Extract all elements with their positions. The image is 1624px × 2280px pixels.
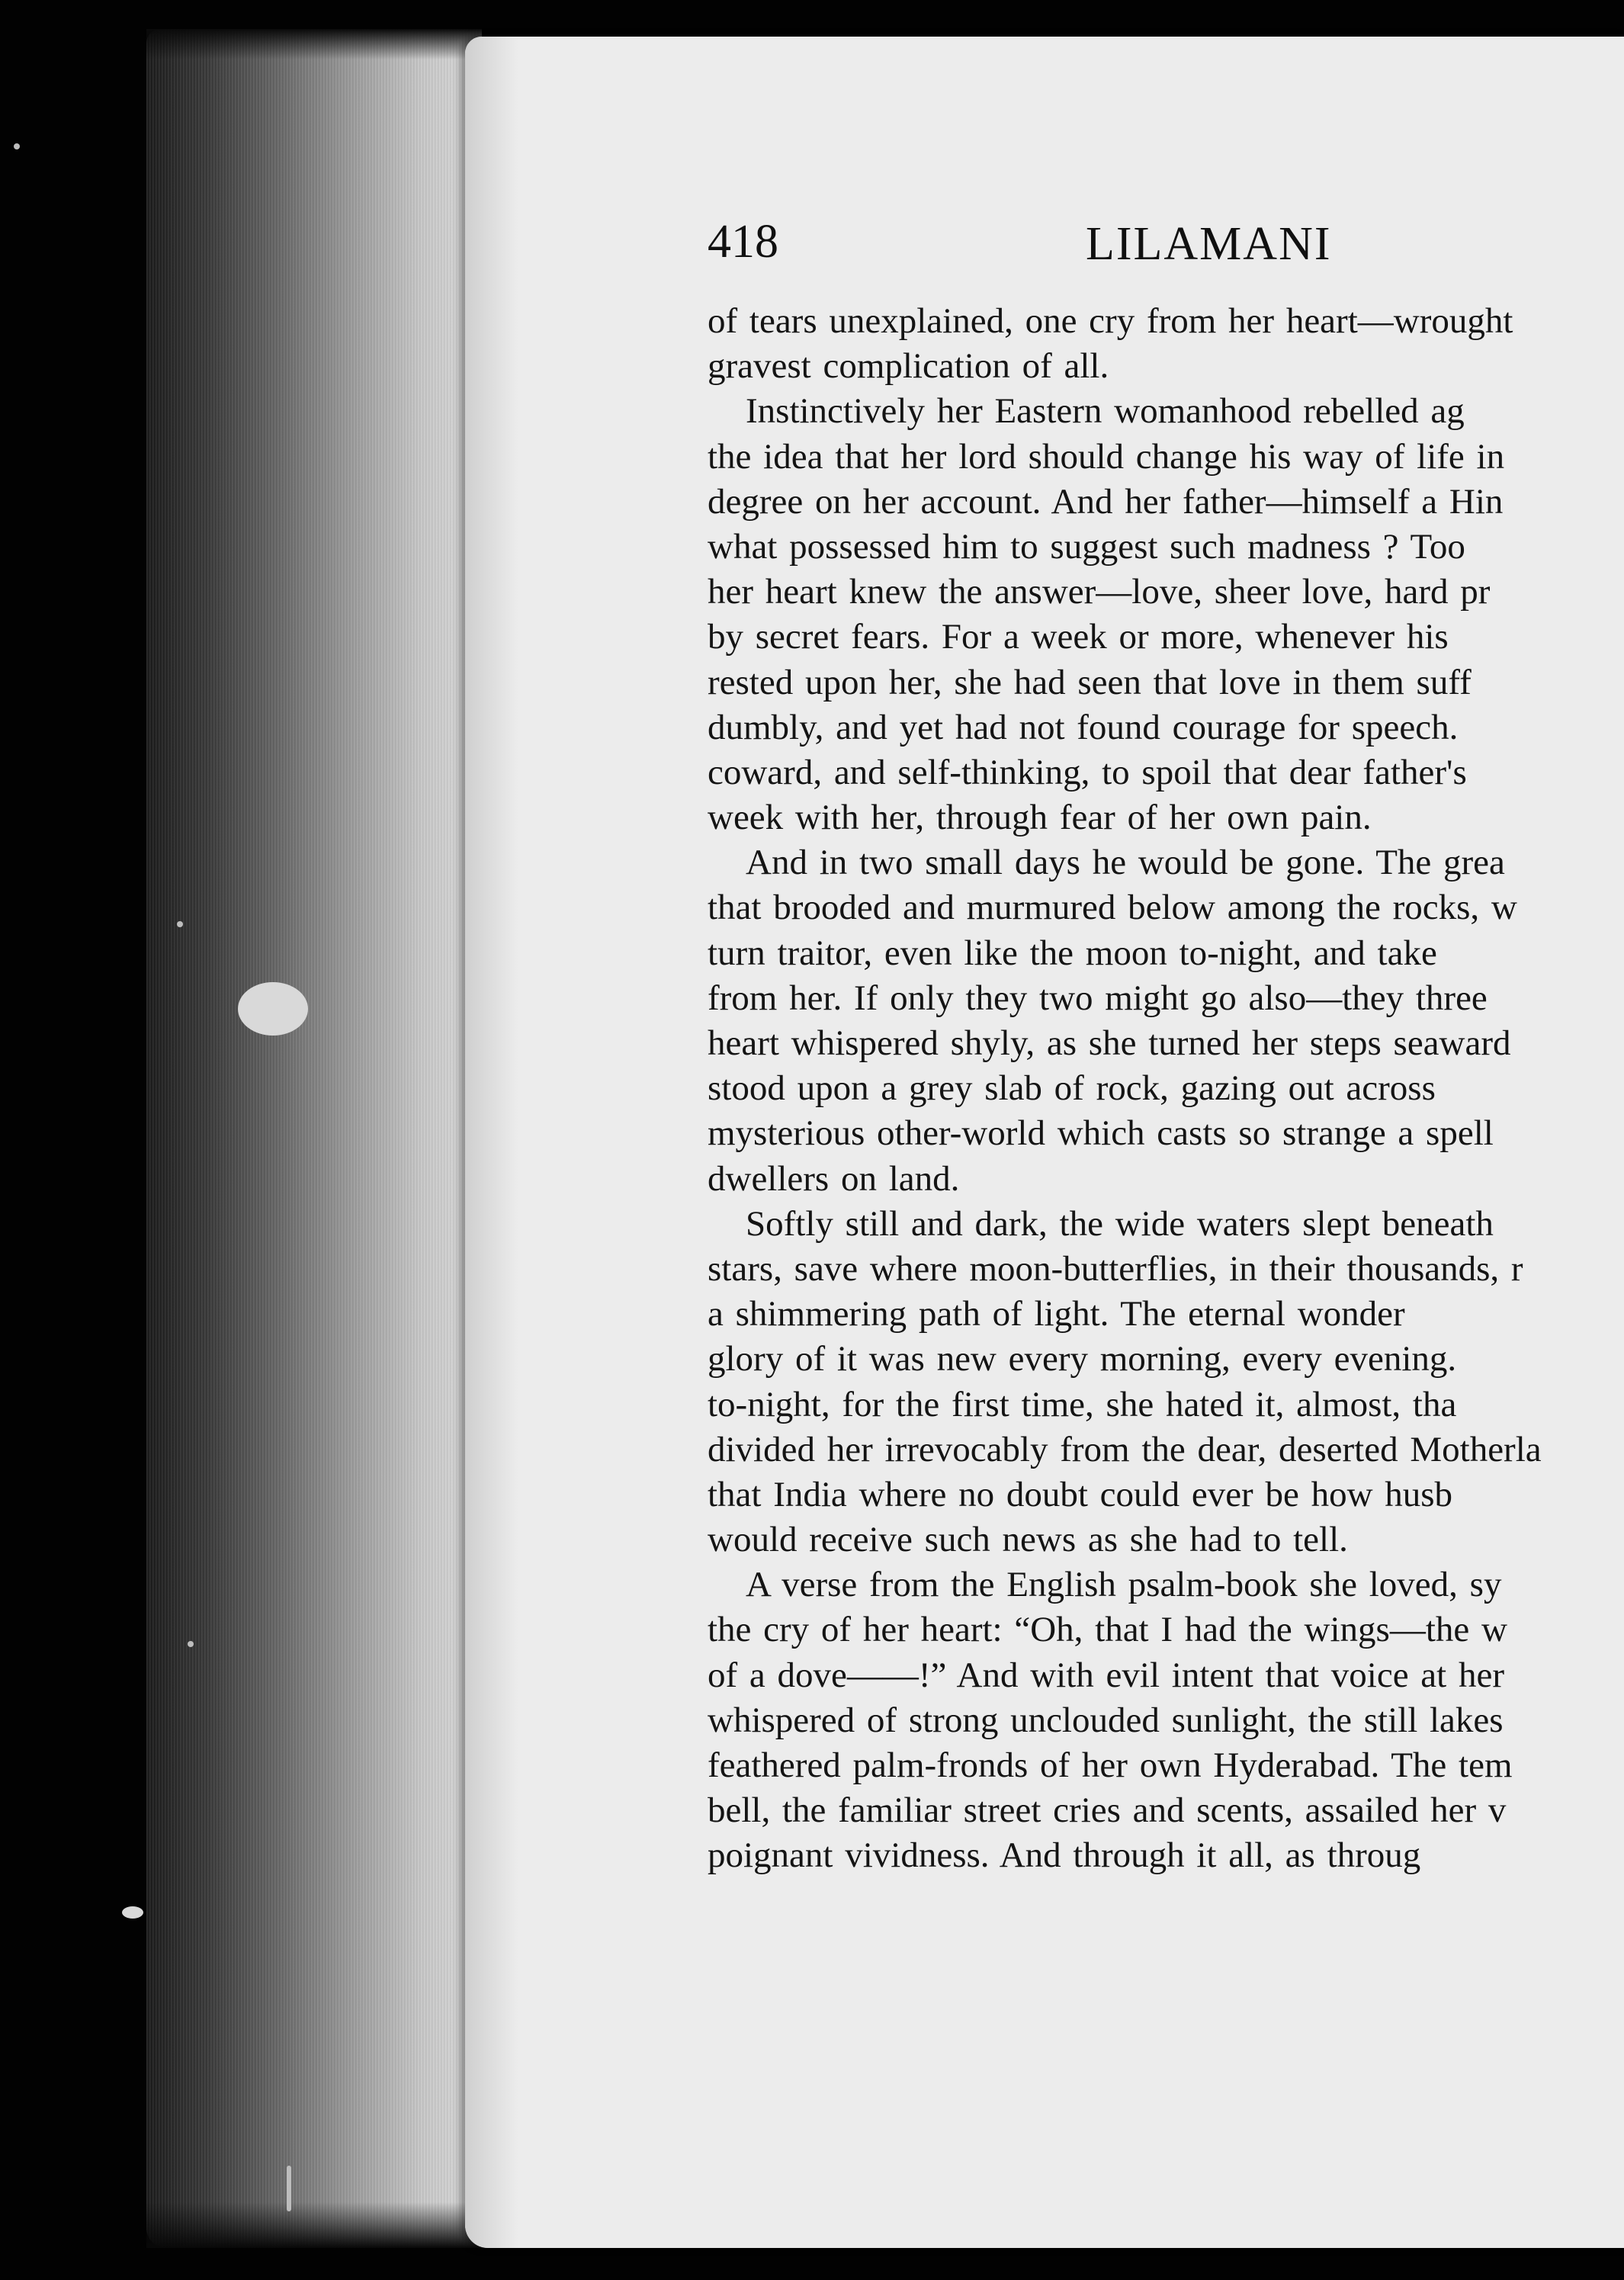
text-line: would receive such news as she had to tell. — [708, 1520, 1348, 1560]
paper-blemish — [238, 982, 308, 1036]
text-line: the cry of her heart: “Oh, that I had the wings—the w — [708, 1610, 1507, 1650]
paper-speck — [177, 921, 183, 927]
text-line: Softly still and dark, the wide waters slept beneath — [746, 1203, 1494, 1244]
text-line: stood upon a grey slab of rock, gazing out across — [708, 1068, 1436, 1109]
text-line: turn traitor, even like the moon to-night, and take — [708, 933, 1437, 973]
text-line: whispered of strong unclouded sunlight, the still lakes — [708, 1700, 1504, 1740]
text-line: poignant vividness. And through it all, as throug — [708, 1835, 1421, 1876]
text-line: her heart knew the answer—love, sheer love, hard pr — [708, 572, 1491, 612]
page-edges — [146, 29, 482, 2248]
text-line: that India where no doubt could ever be how husb — [708, 1474, 1453, 1514]
text-line: the idea that her lord should change his way of life in — [708, 436, 1505, 477]
text-line: dumbly, and yet had not found courage for speech. — [708, 707, 1459, 747]
text-line: a shimmering path of light. The eternal wonder — [708, 1294, 1405, 1334]
text-line: of tears unexplained, one cry from her heart—wrought — [708, 301, 1513, 341]
text-line: A verse from the English psalm-book she loved, sy — [746, 1565, 1502, 1605]
text-line: rested upon her, she had seen that love in them suff — [708, 662, 1472, 702]
text-line: degree on her account. And her father—himself a Hin — [708, 481, 1504, 522]
text-line: heart whispered shyly, as she turned her steps seaward — [708, 1023, 1511, 1063]
text-line: mysterious other-world which casts so strange a spell — [708, 1113, 1494, 1154]
text-line: And in two small days he would be gone. The grea — [746, 843, 1505, 883]
paper-speck — [188, 1641, 194, 1647]
body-text — [708, 299, 1622, 2160]
text-line: gravest complication of all. — [708, 346, 1109, 387]
paper-speck — [14, 143, 20, 149]
text-line: feathered palm-fronds of her own Hyderabad. The tem — [708, 1745, 1513, 1785]
text-line: glory of it was new every morning, every evening. — [708, 1339, 1457, 1379]
text-line: dwellers on land. — [708, 1158, 960, 1199]
paper-blemish — [122, 1906, 143, 1919]
page-gutter-shadow — [465, 37, 518, 2248]
text-line: Instinctively her Eastern womanhood rebelled ag — [746, 391, 1465, 432]
text-line: that brooded and murmured below among the rocks, w — [708, 888, 1517, 928]
text-line: from her. If only they two might go also—they three — [708, 978, 1488, 1018]
text-line: week with her, through fear of her own pain. — [708, 798, 1372, 838]
text-line: what possessed him to suggest such madness ? Too — [708, 526, 1465, 567]
text-line: of a dove——!” And with evil intent that voice at her — [708, 1655, 1504, 1695]
text-line: divided her irrevocably from the dear, deserted Motherla — [708, 1429, 1542, 1469]
text-line: by secret fears. For a week or more, whenever his — [708, 617, 1449, 657]
text-line: coward, and self-thinking, to spoil that dear father's — [708, 752, 1467, 792]
text-line: stars, save where moon-butterflies, in their thousands, r — [708, 1248, 1523, 1289]
page-number: 418 — [708, 216, 778, 268]
text-line: bell, the familiar street cries and scents, assailed her v — [708, 1790, 1507, 1831]
text-line: to-night, for the first time, she hated it, almost, tha — [708, 1384, 1457, 1424]
paper-speck — [287, 2166, 291, 2211]
running-title: LILAMANI — [1086, 218, 1332, 270]
